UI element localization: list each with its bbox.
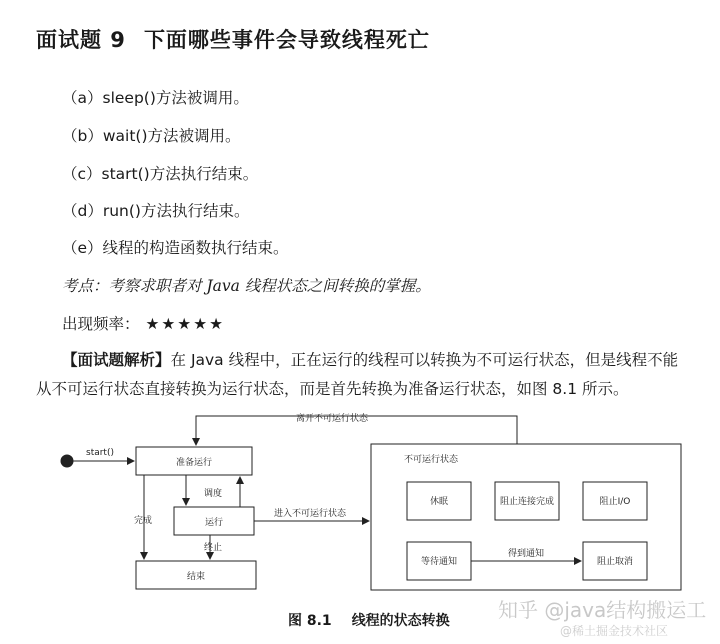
question-text: 下面哪些事件会导致线程死亡 — [143, 28, 430, 52]
blocked-io-label: 阻止I/O — [599, 497, 631, 507]
figure-title: 线程的状态转换 — [351, 613, 450, 629]
option-c: （c）start()方法执行结束。 — [62, 165, 259, 183]
waiting-notify-label: 等待通知 — [420, 557, 458, 567]
end-label: 结束 — [186, 572, 206, 582]
blocked-connect-label: 阻止连接完成 — [499, 497, 555, 507]
frequency-label: 出现频率： — [62, 315, 140, 333]
blocked-cancel-label: 阻止取消 — [596, 557, 634, 567]
terminate-label: 终止 — [204, 543, 223, 553]
enter-blocked-label: 进入不可运行状态 — [274, 509, 347, 519]
done-label: 完成 — [134, 516, 153, 526]
got-notify-label: 得到通知 — [507, 549, 545, 559]
ready-label: 准备运行 — [175, 458, 213, 468]
analysis-paragraph — [36, 346, 692, 404]
option-e: （e）线程的构造函数执行结束。 — [62, 239, 289, 257]
question-title — [36, 24, 430, 54]
analysis-text: 在 Java 线程中，正在运行的线程可以转换为不可运行状态，但是线程不能从不可运行状态直接转换为运行状态，而是首先转换为准备运行状态，如图 8.1 所示。 — [36, 351, 679, 398]
blocked-title-label: 不可运行状态 — [404, 455, 459, 465]
option-a: （a）sleep()方法被调用。 — [62, 89, 249, 107]
watermark-juejin: @稀土掘金技术社区 — [560, 624, 669, 638]
start-dot — [61, 455, 73, 467]
figure-caption — [288, 610, 450, 630]
leave-blocked-label: 离开不可运行状态 — [296, 414, 369, 424]
option-b: （b）wait()方法被调用。 — [62, 127, 241, 145]
option-d: （d）run()方法执行结束。 — [62, 202, 250, 220]
figure-number: 图 8.1 — [288, 613, 332, 629]
running-label: 运行 — [204, 518, 224, 528]
kaodian-text: 考点：考察求职者对 Java 线程状态之间转换的掌握。 — [62, 277, 431, 295]
analysis-tag: 【面试题解析】 — [62, 351, 171, 369]
watermark-zhihu: 知乎 @java结构搬运工 — [498, 598, 707, 622]
thread-state-diagram — [0, 400, 720, 600]
frequency-stars: ★★★★★ — [145, 315, 225, 333]
schedule-label: 调度 — [204, 489, 223, 499]
frequency-line — [62, 312, 225, 334]
sleep-label: 休眠 — [429, 497, 449, 507]
question-number: 面试题 9 — [36, 28, 126, 52]
start-label: start() — [86, 448, 114, 458]
